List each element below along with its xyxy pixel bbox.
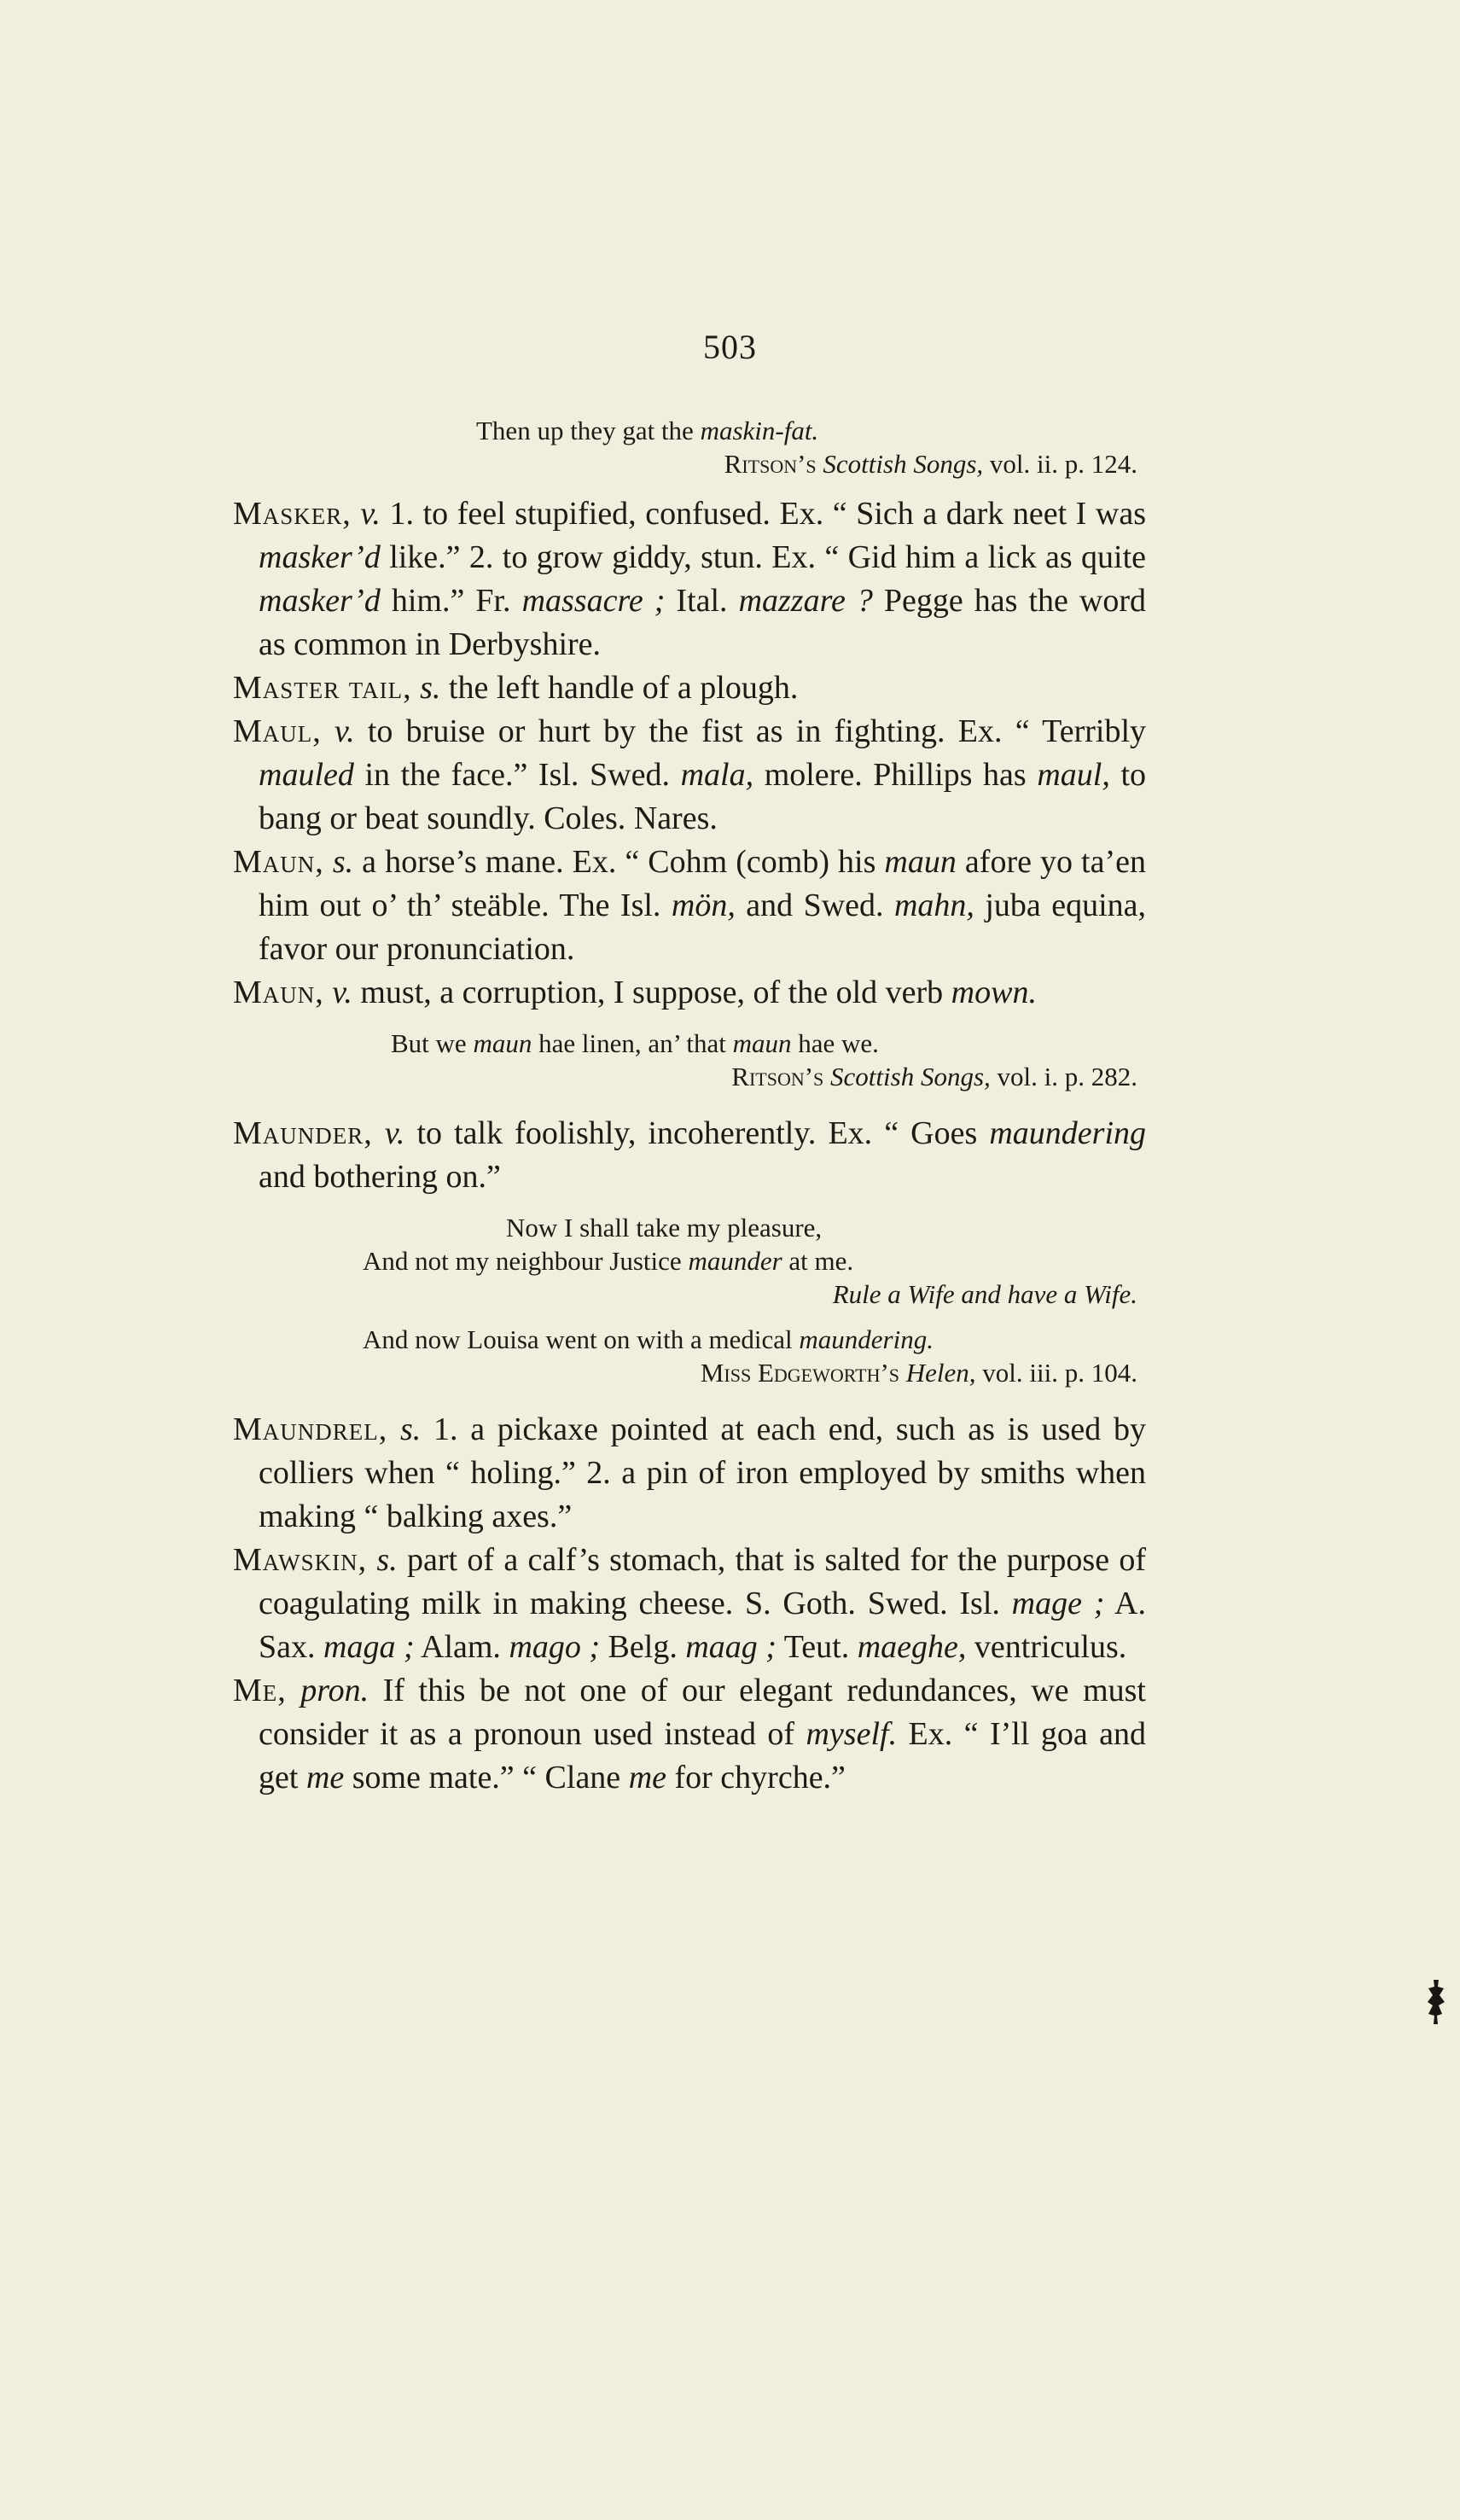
dictionary-text (233, 414, 1146, 1800)
entry-maul: Maul, v. to bruise or hurt by the fist as in fighting. Ex. “ Terribly mauled in the face.” Isl. Swed. mala, molere. Phillips has maul, to bang or beat soundly. Coles. Nares. (233, 713, 1146, 836)
entry-maundrel: Maundrel, s. 1. a pickaxe pointed at each end, such as is used by colliers when “ holing.” 2. a pin of iron employed by smiths when making “ balking axes.” (233, 1411, 1147, 1534)
entry-me: Me, pron. If this be not one of our elegant redundances, we must consider it as a pronoun used instead of myself. Ex. “ I’ll goa and get me some mate.” “ Clane me for chyrche.” (233, 1673, 1147, 1795)
quote-line: And not my neighbour Justice maunder at me. (363, 1246, 854, 1276)
quote-line: Then up they gat the maskin-fat. (476, 416, 819, 445)
quote-line: But we maun hae linen, an’ that maun hae we. (391, 1028, 879, 1058)
quote-maunder (233, 1211, 1146, 1311)
quote-maskin-fat (233, 414, 1146, 480)
entry-maun-verb: Maun, v. must, a corruption, I suppose, of the old verb mown. (233, 975, 1037, 1010)
entry-mawskin: Mawskin, s. part of a calf’s stomach, that is salted for the purpose of coagulating milk in making cheese. S. Goth. Swed. Isl. mage ; A. Sax. maga ; Alam. mago ; Belg. maag ; Teut. maeghe, ventriculus. (233, 1542, 1147, 1665)
page-number: 503 (703, 328, 757, 366)
quote-maundering (233, 1323, 1146, 1389)
edge-ink-mark (1427, 1978, 1445, 2026)
entry-masker: Masker, v. 1. to feel stupified, confused. Ex. “ Sich a dark neet I was masker’d like.” 2. to grow giddy, stun. Ex. “ Gid him a lick as quite masker’d him.” Fr. massacre ; Ital. mazzare ? Pegge has the word as common in Derbyshire. (233, 496, 1147, 662)
entry-maunder: Maunder, v. to talk foolishly, incoherently. Ex. “ Goes maundering and bothering on.” (233, 1115, 1146, 1195)
entry-maun-noun: Maun, s. a horse’s mane. Ex. “ Cohm (comb) his maun afore yo ta’en him out o’ th’ steäble. The Isl. mön, and Swed. mahn, juba equina, favor our pronunciation. (233, 844, 1146, 967)
quote-line: And now Louisa went on with a medical maundering. (363, 1324, 934, 1354)
quote-source: Rule a Wife and have a Wife. (832, 1279, 1137, 1309)
quote-maun (233, 1027, 1146, 1093)
quote-line: Now I shall take my pleasure, (506, 1213, 823, 1243)
quote-source: Ritson’s Scottish Songs, vol. ii. p. 124. (724, 449, 1137, 479)
quote-source: Ritson’s Scottish Songs, vol. i. p. 282. (731, 1062, 1137, 1091)
quote-source: Miss Edgeworth’s Helen, vol. iii. p. 104. (700, 1358, 1137, 1388)
entry-master-tail: Master tail, s. the left handle of a plough. (233, 670, 799, 706)
